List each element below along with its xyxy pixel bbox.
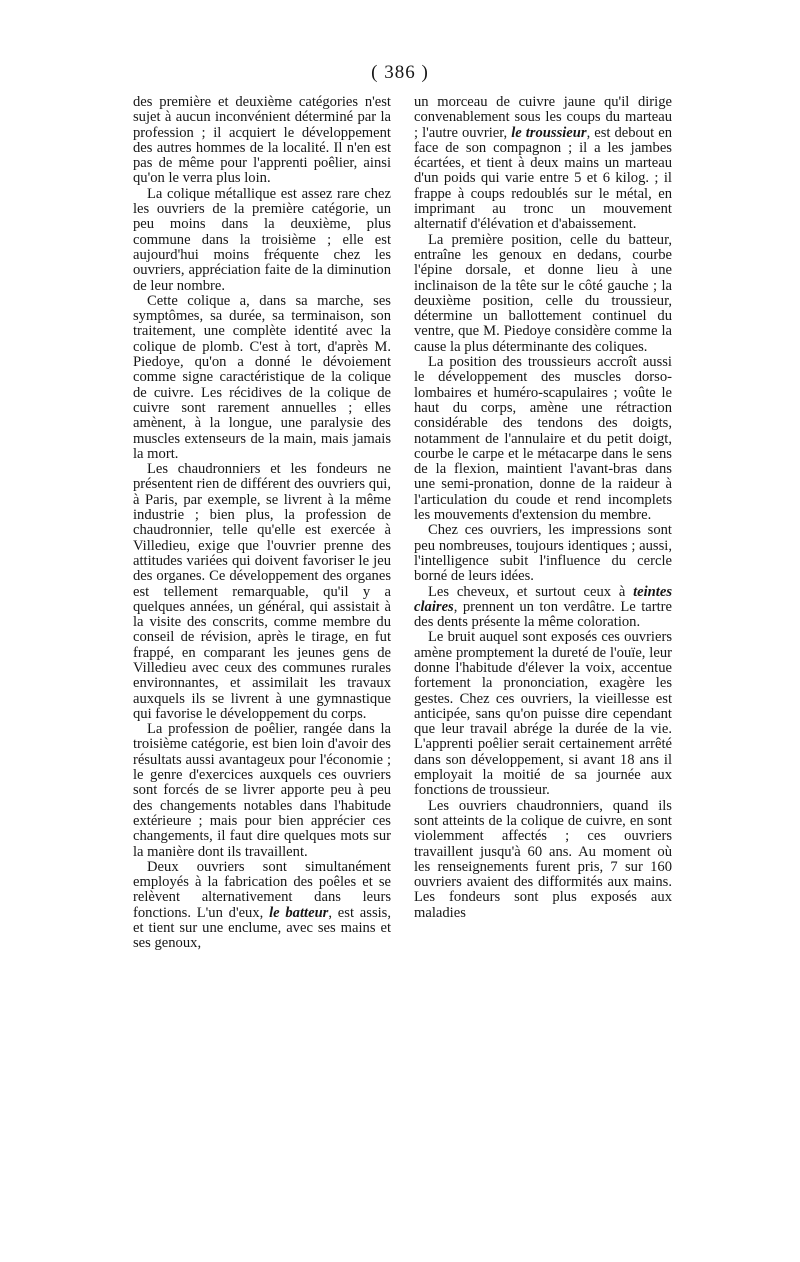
right-paragraph-7: Les ouvriers chaudronniers, quand ils sont atteints de la colique de cuivre, en sont violemment affectés ; ces ouvriers travaillent jusqu'à 60 ans. Au moment où les renseignements furent pris, 7 sur 160 ouvriers avaient des difformités aux mains. Les fondeurs sont plus exposés aux maladies (414, 797, 672, 921)
right-paragraph-2: La première position, celle du batteur, entraîne les genoux en dedans, courbe l'épine dorsale, et donne lieu à une inclinaison de la tête sur le côté gauche ; la deuxième position, celle du troussieur, détermine un ballottement continuel du ventre, que M. Piedoye considère comme la cause la plus déterminante des coliques. (414, 231, 672, 355)
italic-term-troussieur: le troussieur (511, 124, 587, 141)
right-paragraph-5-text-b: , prennent un ton verdâtre. Le tartre des dents présente la même coloration. (414, 598, 672, 631)
left-paragraph-6 (133, 860, 391, 952)
right-paragraph-5 (414, 585, 672, 631)
right-paragraph-3: La position des troussieurs accroît aussi le développement des muscles dorso-lombaires et huméro-scapulaires ; voûte le haut du corps, amène une rétraction considérable des tendons des doigts, notamment de l'annulaire et du petit doigt, courbe le carpe et le métacarpe dans le sens de la flexion, maintient l'avant-bras dans une semi-pronation, donne de la raideur à l'articulation du coude et rend incomplets les mouvements d'extension du membre. (414, 354, 672, 524)
left-paragraph-5: La profession de poêlier, rangée dans la troisième catégorie, est bien loin d'avoir des résultats aussi avantageux pour l'économie ; le genre d'exercices auxquels ces ouvriers sont forcés de se livrer apporte peu à peu des changements notables dans l'habitude extérieure ; mais pour bien apprécier ces changements, il faut dire quelques mots sur la manière dont ils travaillent. (133, 721, 391, 860)
italic-term-batteur: le batteur (269, 904, 329, 921)
right-column (414, 95, 672, 921)
right-paragraph-1 (414, 95, 672, 233)
right-paragraph-4: Chez ces ouvriers, les impressions sont peu nombreuses, toujours identiques ; aussi, l'intelligence subit l'influence du cercle borné de leurs idées. (414, 522, 672, 585)
right-paragraph-6: Le bruit auquel sont exposés ces ouvriers amène promptement la dureté de l'ouïe, leur donne l'habitude d'élever la voix, accentue fortement la prononciation, exagère les gestes. Chez ces ouvriers, la vieillesse est anticipée, sans qu'on puisse dire cependant que leur travail abrége la durée de la vie. L'apprenti poêlier serait certainement arrêté dans son développement, si avant 18 ans il employait la moitié de sa journée aux fonctions de troussieur. (414, 629, 672, 799)
page-number: ( 386 ) (371, 62, 429, 83)
right-paragraph-1-text-a: un morceau de cuivre jaune qu'il dirige convenablement sous les coups du marteau ; l'autre ouvrier, (414, 94, 672, 141)
right-paragraph-1-text-b: , est debout en face de son compagnon ; il a les jambes écartées, et tient à deux mains un marteau d'un poids qui varie entre 5 et 6 kilog. ; il frappe à coups redoublés sur le métal, en imprimant au tronc un mouvement alternatif d'élévation et d'abaissement. (414, 124, 672, 233)
left-paragraph-3: Cette colique a, dans sa marche, ses symptômes, sa durée, sa terminaison, son traitement, une complète identité avec la colique de plomb. C'est à tort, d'après M. Piedoye, qu'on a donné le dévoiement comme signe caractéristique de la colique de cuivre. Les récidives de la colique de cuivre sont rarement annuelles ; elles amènent, à la longue, une paralysie des muscles extenseurs de la main, mais jamais la mort. (133, 292, 391, 462)
left-paragraph-6-text-b: , est assis, et tient sur une enclume, avec ses mains et ses genoux, (133, 904, 391, 952)
left-paragraph-2: La colique métallique est assez rare chez les ouvriers de la première catégorie, un peu moins dans la deuxième, plus commune dans la troisième ; elle est aujourd'hui moins fréquente chez les ouvriers, appréciation faite de la diminution de leur nombre. (133, 185, 391, 294)
left-paragraph-1: des première et deuxième catégories n'est sujet à aucun inconvénient déterminé par la profession ; il acquiert le développement des autres hommes de la localité. Il n'en est pas de même pour l'apprenti poêlier, ainsi qu'on le verra plus loin. (133, 94, 391, 187)
left-paragraph-6-text-a: Deux ouvriers sont simultanément employés à la fabrication des poêles et se relèvent alternativement dans leurs fonctions. L'un d'eux, (133, 858, 391, 921)
left-column (133, 95, 391, 952)
italic-term-teintes-claires: teintes claires (414, 583, 672, 615)
right-paragraph-5-text-a: Les cheveux, et surtout ceux à (428, 583, 634, 600)
left-paragraph-4: Les chaudronniers et les fondeurs ne présentent rien de différent des ouvriers qui, à Paris, par exemple, se livrent à la même industrie ; bien plus, la profession de chaudronnier, telle qu'elle est exercée à Villedieu, exige que l'ouvrier prenne des attitudes variées qui doivent favoriser le jeu des organes. Ce développement des organes est tellement remarquable, qu'il y a quelques années, un général, qui assistait à la visite des conscrits, comme membre du conseil de révision, après le tirage, en fut frappé, en comparant les jeunes gens de Villedieu avec ceux des communes rurales environnantes, et assimilait les travaux auxquels ils se livrent à une gymnastique qui favorise le développement du corps. (133, 461, 391, 722)
